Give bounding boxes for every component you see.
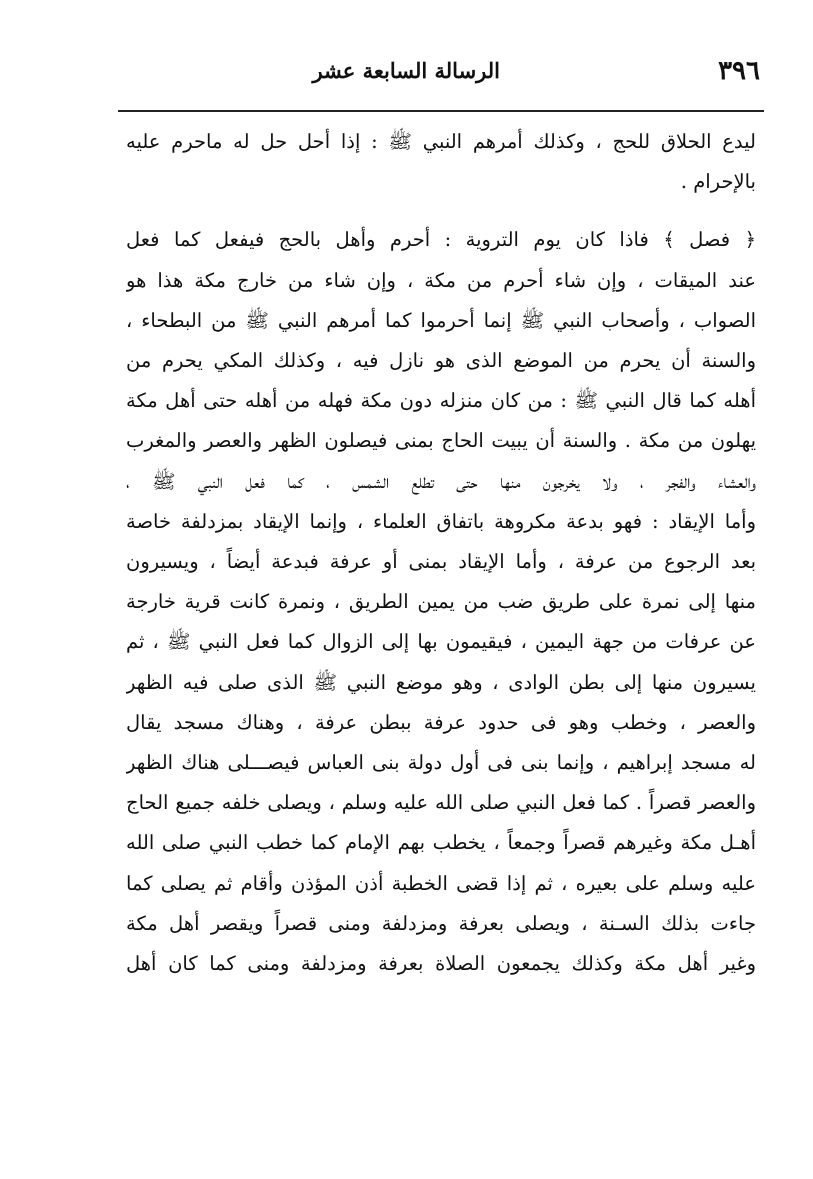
section-heading-line: ﴿ فصل ﴾ فاذا كان يوم التروية : أحرم وأهل بالحج فيفعل كما فعل — [126, 228, 756, 252]
text-line: الصواب ، وأصحاب النبي ﷺ إنما أحرموا كما أمرهم النبي ﷺ من البطحاء ، — [126, 308, 756, 332]
text-line: له مسجد إبراهيم ، وإنما بنى فى أول دولة بنى العباس فيصـــلى هناك الظهر — [126, 751, 756, 775]
running-title: الرسالة السابعة عشر — [312, 58, 500, 83]
text-line: يهلون من مكة . والسنة أن يبيت الحاج بمنى فيصلون الظهر والعصر والمغرب — [126, 429, 756, 453]
text-line: أهله كما قال النبي ﷺ : من كان منزله دون مكة فهله من أهله حتى أهل مكة — [126, 389, 756, 413]
text-line: والعشاء والفجر ، ولا يخرجون منها حتى تطلع الشمس ، كما فعل النبي ﷺ ، — [126, 469, 756, 493]
text-line: بعد الرجوع من عرفة ، وأما الإيقاد بمنى أو عرفة فبدعة أيضاً ، ويسيرون — [126, 550, 756, 574]
text-line: والسنة أن يحرم من الموضع الذى هو نازل فيه ، وكذلك المكي يحرم من — [126, 349, 756, 373]
text-line: والعصر ، وخطب وهو فى حدود عرفة ببطن عرفة ، وهناك مسجد يقال — [126, 710, 756, 734]
text-line: منها إلى نمرة على طريق ضب من يمين الطريق ، ونمرة كانت قرية خارجة — [126, 590, 756, 614]
text-line: عند الميقات ، وإن شاء أحرم من مكة ، وإن شاء من خارج مكة هذا هو — [126, 268, 756, 292]
text-line: جاءت بذلك السـنة ، ويصلى بعرفة ومزدلفة ومنى قصراً ويقصر أهل مكة — [126, 911, 756, 935]
page-number: ٣٩٦ — [718, 56, 760, 86]
page-header — [120, 52, 760, 98]
paragraph-1 — [126, 122, 756, 202]
text-line: يسيرون منها إلى بطن الوادى ، وهو موضع النبي ﷺ الذى صلى فيه الظهر — [126, 670, 756, 694]
header-divider — [118, 110, 764, 112]
page-body — [126, 122, 756, 984]
text-line: عن عرفات من جهة اليمين ، فيقيمون بها إلى الزوال كما فعل النبي ﷺ ، ثم — [126, 630, 756, 654]
text-line: بالإحرام . — [680, 170, 756, 194]
paragraph-2 — [126, 220, 756, 984]
text-line: ليدع الحلاق للحج ، وكذلك أمرهم النبي ﷺ : إذا أحل حل له ماحرم عليه — [126, 130, 756, 153]
text-line: والعصر قصراً . كما فعل النبي صلى الله عليه وسلم ، ويصلى خلفه جميع الحاج — [126, 791, 756, 815]
text-line: أهـل مكة وغيرهم قصراً وجمعاً ، يخطب بهم الإمام كما خطب النبي صلى الله — [126, 831, 756, 855]
text-line: وغير أهل مكة وكذلك يجمعون الصلاة بعرفة ومزدلفة ومنى كما كان أهل — [126, 952, 756, 976]
text-line: عليه وسلم على بعيره ، ثم إذا قضى الخطبة أذن المؤذن وأقام ثم يصلى كما — [126, 871, 756, 895]
text-line: وأما الإيقاد : فهو بدعة مكروهة باتفاق العلماء ، وإنما الإيقاد بمزدلفة خاصة — [126, 509, 756, 533]
